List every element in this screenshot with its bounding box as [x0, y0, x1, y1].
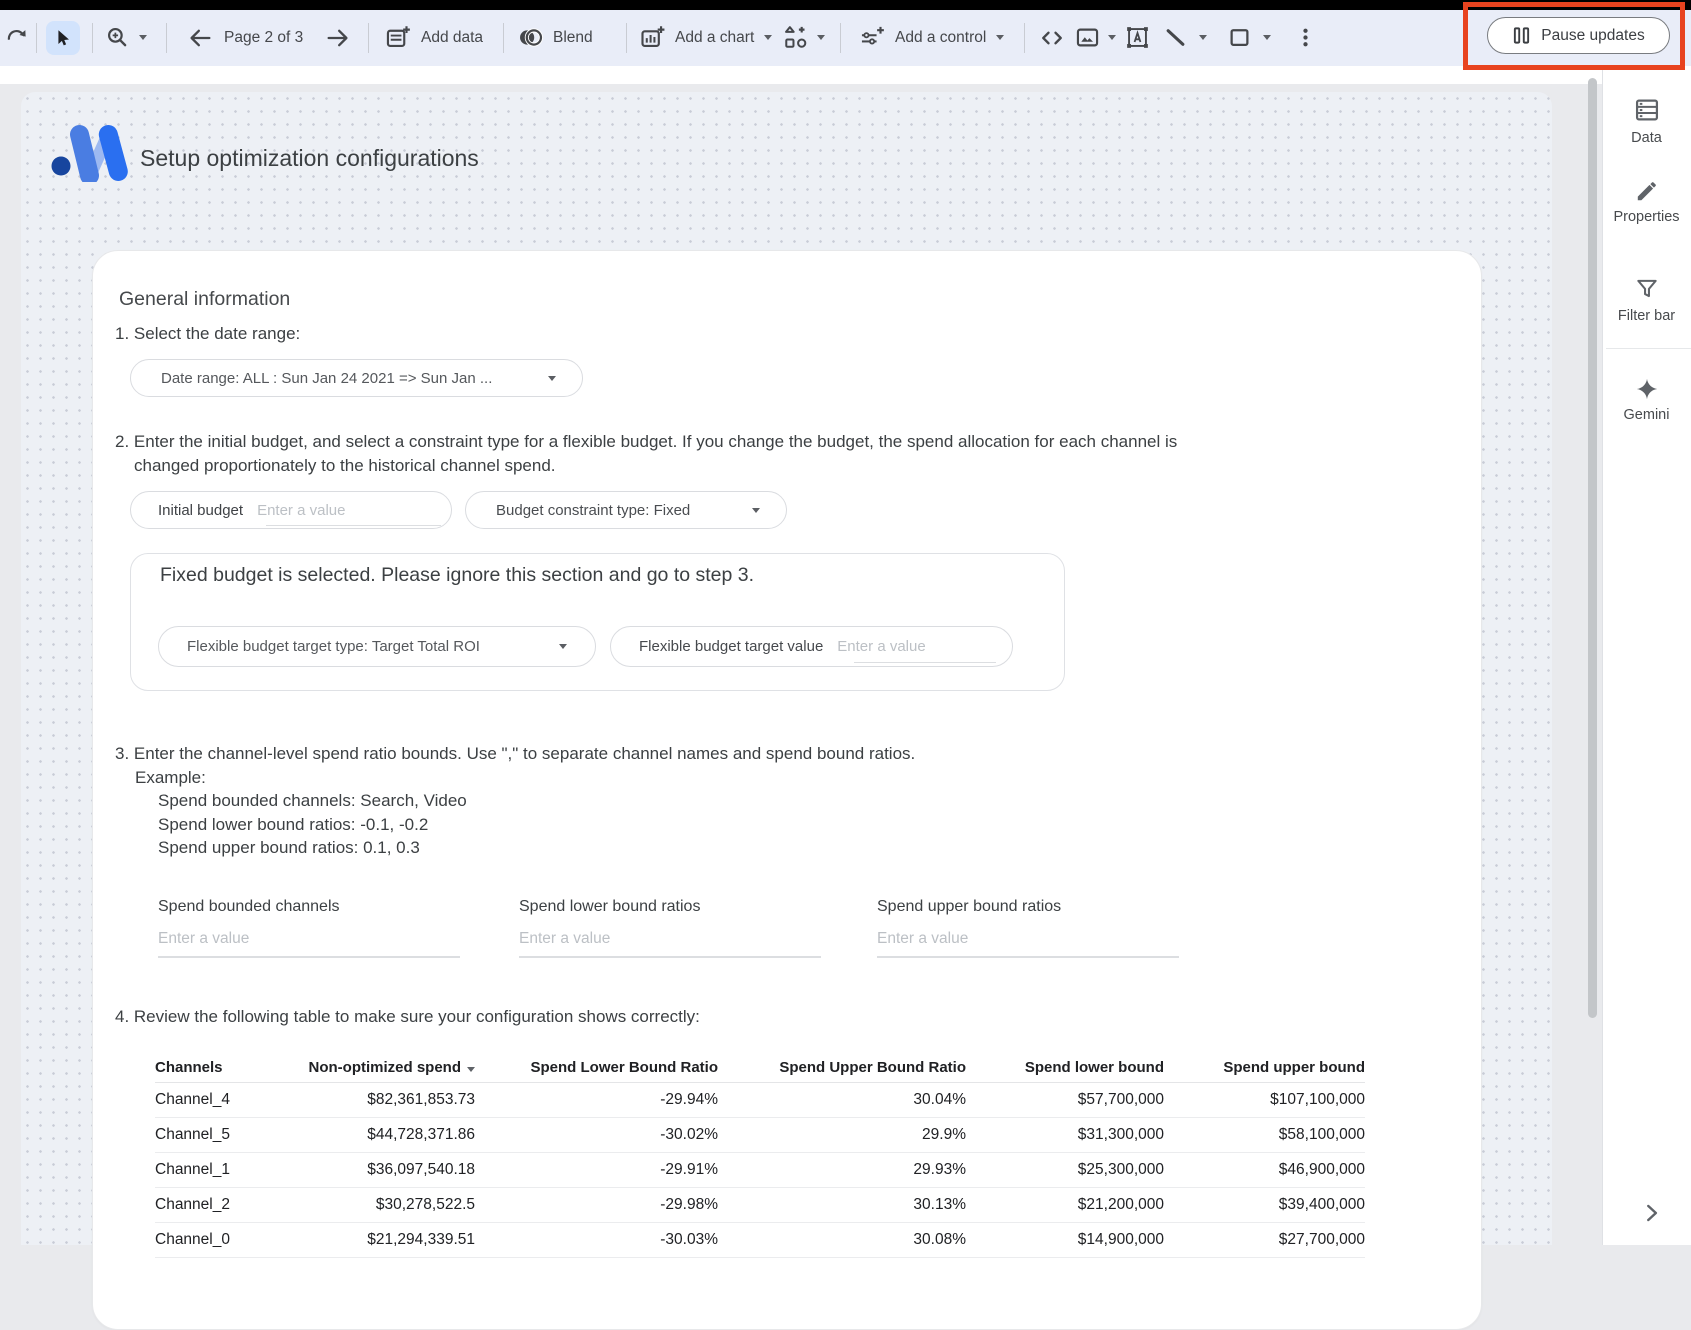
toolbar-divider: [166, 23, 167, 53]
column-header-spend-lower-bound-ratio[interactable]: Spend Lower Bound Ratio: [530, 1058, 718, 1076]
toolbar-divider: [1024, 23, 1025, 53]
arrow-left-icon: [186, 24, 214, 52]
table-cell: 29.93%: [913, 1161, 966, 1178]
input-underline: [158, 956, 460, 958]
step-4-label: 4. Review the following table to make sure your configuration shows correctly:: [115, 1007, 700, 1026]
chevron-down-icon: [817, 35, 825, 40]
budget-constraint-value: Budget constraint type: Fixed: [496, 501, 691, 519]
toolbar-divider: [92, 23, 93, 53]
spend-lower-bound-ratios-input[interactable]: Enter a value: [519, 930, 611, 947]
table-cell: $57,700,000: [1077, 1091, 1164, 1108]
table-cell: 30.04%: [913, 1091, 966, 1108]
table-cell: $31,300,000: [1077, 1126, 1164, 1143]
next-page-button[interactable]: [324, 24, 352, 52]
chevron-right-icon: [1638, 1200, 1664, 1226]
data-icon: [1633, 96, 1661, 124]
table-cell: -29.91%: [660, 1161, 718, 1178]
chevron-down-icon: [1108, 35, 1116, 40]
input-underline: [877, 956, 1179, 958]
annotation-highlight-box: [1463, 2, 1685, 70]
table-cell: $82,361,853.73: [367, 1091, 475, 1108]
table-row: [155, 1188, 1365, 1223]
spend-upper-bound-ratios-label: Spend upper bound ratios: [877, 898, 1062, 915]
text-box-icon: [1124, 24, 1151, 51]
redo-icon: [3, 24, 29, 50]
table-cell: 29.9%: [922, 1126, 966, 1143]
column-header-channels[interactable]: Channels: [155, 1058, 223, 1076]
flexible-target-value-input[interactable]: [610, 626, 1013, 667]
table-cell: 30.13%: [913, 1196, 966, 1213]
window-top-strip: [0, 0, 1691, 10]
table-cell: Channel_1: [155, 1161, 230, 1178]
sidebar-item-filter-bar[interactable]: [1602, 276, 1691, 324]
chevron-down-icon: [1199, 35, 1207, 40]
table-cell: -29.98%: [660, 1196, 718, 1213]
date-range-value: Date range: ALL : Sun Jan 24 2021 => Sun Jan ...: [161, 369, 493, 387]
report-title: Setup optimization configurations: [140, 145, 479, 171]
initial-budget-input[interactable]: [130, 491, 452, 529]
chevron-down-icon: [139, 35, 147, 40]
cursor-icon: [52, 27, 74, 49]
sidebar-item-label: Filter bar: [1617, 308, 1676, 324]
column-header-spend-lower-bound[interactable]: Spend lower bound: [1024, 1058, 1164, 1076]
add-image-button[interactable]: [1074, 24, 1116, 51]
input-underline: [266, 525, 441, 527]
spend-bounded-channels-label: Spend bounded channels: [158, 898, 340, 915]
image-icon: [1074, 24, 1101, 51]
pause-updates-label: Pause updates: [1541, 26, 1645, 44]
chevron-down-icon: [996, 35, 1004, 40]
marketing-platform-logo: [50, 118, 130, 182]
table-cell: -30.02%: [660, 1126, 718, 1143]
toolbar-divider: [36, 23, 37, 53]
spend-lower-bound-ratios-label: Spend lower bound ratios: [519, 898, 701, 915]
toolbar-divider: [503, 23, 504, 53]
select-tool-button[interactable]: [46, 21, 80, 55]
step-3-label: 3. Enter the channel-level spend ratio bounds. Use "," to separate channel names and spend bound ratios.: [115, 744, 916, 763]
chevron-down-icon: [752, 508, 760, 513]
sidebar-item-data[interactable]: [1602, 96, 1691, 146]
code-icon: [1038, 24, 1066, 52]
table-cell: $46,900,000: [1278, 1161, 1365, 1178]
url-embed-button[interactable]: [1038, 24, 1066, 52]
flexible-target-value-label: Flexible budget target value: [639, 638, 824, 655]
step-3-example-label: Example:: [135, 768, 206, 787]
table-cell: $36,097,540.18: [367, 1161, 475, 1178]
table-cell: $21,200,000: [1077, 1196, 1164, 1213]
sidebar-item-label: Properties: [1613, 209, 1680, 225]
spend-upper-bound-ratios-input[interactable]: Enter a value: [877, 930, 969, 947]
table-cell: -29.94%: [660, 1091, 718, 1108]
step-2-label: 2. Enter the initial budget, and select a constraint type for a flexible budget. If you change the budget, the spend allocation for each channel is changed proportionately to the historical channel spend.: [115, 432, 1178, 475]
redo-button[interactable]: [3, 24, 29, 50]
chevron-down-icon: [559, 644, 567, 649]
sidebar-item-gemini[interactable]: [1602, 376, 1691, 423]
step-3-example-line: Spend upper bound ratios: 0.1, 0.3: [158, 838, 420, 857]
toolbar-divider: [368, 23, 369, 53]
flexible-target-type-dropdown[interactable]: [158, 626, 596, 667]
table-cell: 30.08%: [913, 1231, 966, 1248]
table-cell: $30,278,522.5: [375, 1196, 475, 1213]
budget-constraint-dropdown[interactable]: [465, 491, 787, 529]
sidebar-item-label: Gemini: [1623, 407, 1670, 423]
table-cell: Channel_4: [155, 1091, 230, 1108]
rectangle-icon: [1226, 24, 1253, 51]
table-cell: $39,400,000: [1278, 1196, 1365, 1213]
date-range-control[interactable]: [130, 359, 583, 397]
flexible-target-value-placeholder: Enter a value: [837, 638, 926, 655]
table-cell: -30.03%: [660, 1231, 718, 1248]
gemini-sparkle-icon: [1634, 376, 1660, 402]
sidebar-item-label: Data: [1631, 130, 1662, 146]
toolbar-divider: [626, 23, 627, 53]
table-row: [155, 1118, 1365, 1153]
toolbar-gap: [0, 66, 1691, 84]
line-icon: [1162, 24, 1189, 51]
chevron-down-icon: [1263, 35, 1271, 40]
shapes-plus-icon: [782, 24, 809, 51]
add-chart-button[interactable]: Add a chart: [638, 24, 772, 51]
step-3-example-line: Spend bounded channels: Search, Video: [158, 791, 467, 810]
add-data-button[interactable]: Add data: [384, 24, 483, 51]
table-cell: $25,300,000: [1077, 1161, 1164, 1178]
add-chart-icon: [638, 24, 665, 51]
table-cell: Channel_5: [155, 1126, 230, 1143]
community-visualizations-button[interactable]: [782, 24, 825, 51]
step-1-label: 1. Select the date range:: [115, 324, 301, 343]
add-control-button[interactable]: Add a control: [858, 24, 1004, 51]
panel-divider: [1606, 348, 1691, 349]
table-cell: Channel_0: [155, 1231, 230, 1248]
chevron-down-icon: [548, 376, 556, 381]
page-indicator[interactable]: Page 2 of 3: [224, 29, 304, 46]
more-options-button[interactable]: [1292, 24, 1319, 51]
column-header-spend-upper-bound[interactable]: Spend upper bound: [1223, 1058, 1365, 1076]
input-underline: [854, 662, 996, 664]
table-cell: $21,294,339.51: [367, 1231, 475, 1248]
table-cell: $14,900,000: [1077, 1231, 1164, 1248]
collapse-panel-button[interactable]: [1638, 1200, 1664, 1231]
spend-bounded-channels-input[interactable]: Enter a value: [158, 930, 250, 947]
sidebar-item-properties[interactable]: [1602, 178, 1691, 226]
zoom-tool-button[interactable]: [104, 24, 147, 50]
step-3-example-line: Spend lower bound ratios: -0.1, -0.2: [158, 815, 429, 834]
arrow-right-icon: [324, 24, 352, 52]
table-cell: $44,728,371.86: [367, 1126, 475, 1143]
table-header-row: [155, 1052, 1365, 1083]
column-header-spend-upper-bound-ratio[interactable]: Spend Upper Bound Ratio: [779, 1058, 966, 1076]
zoom-icon: [104, 24, 130, 50]
table-cell: $58,100,000: [1278, 1126, 1365, 1143]
blend-icon: [517, 24, 544, 51]
fixed-budget-note: Fixed budget is selected. Please ignore this section and go to step 3.: [160, 564, 755, 586]
flexible-target-type-value: Flexible budget target type: Target Total ROI: [187, 638, 480, 655]
add-text-button[interactable]: [1124, 24, 1151, 51]
toolbar: [0, 10, 1691, 66]
table-row: [155, 1153, 1365, 1188]
toolbar-divider: [840, 23, 841, 53]
column-header-non-optimized-spend[interactable]: Non-optimized spend: [295, 1059, 475, 1076]
initial-budget-label: Initial budget: [158, 501, 244, 519]
add-data-icon: [384, 24, 411, 51]
kebab-menu-icon: [1292, 24, 1319, 51]
funnel-icon: [1634, 276, 1660, 302]
section-heading: General information: [119, 288, 291, 310]
chevron-down-icon: [764, 35, 772, 40]
vertical-scrollbar[interactable]: [1588, 78, 1597, 1018]
blend-button[interactable]: Blend: [517, 24, 593, 51]
add-shape-button[interactable]: [1226, 24, 1271, 51]
table-cell: Channel_2: [155, 1196, 230, 1213]
add-control-icon: [858, 24, 885, 51]
table-cell: $107,100,000: [1270, 1091, 1365, 1108]
table-row: [155, 1083, 1365, 1118]
sort-desc-icon: [467, 1067, 475, 1072]
config-review-table: [155, 1052, 1365, 1258]
add-line-button[interactable]: [1162, 24, 1207, 51]
initial-budget-placeholder: Enter a value: [257, 501, 346, 519]
input-underline: [519, 956, 821, 958]
previous-page-button[interactable]: [186, 24, 214, 52]
table-cell: $27,700,000: [1278, 1231, 1365, 1248]
table-row: [155, 1223, 1365, 1258]
pencil-icon: [1634, 178, 1660, 204]
right-side-panel: [1602, 66, 1691, 1245]
